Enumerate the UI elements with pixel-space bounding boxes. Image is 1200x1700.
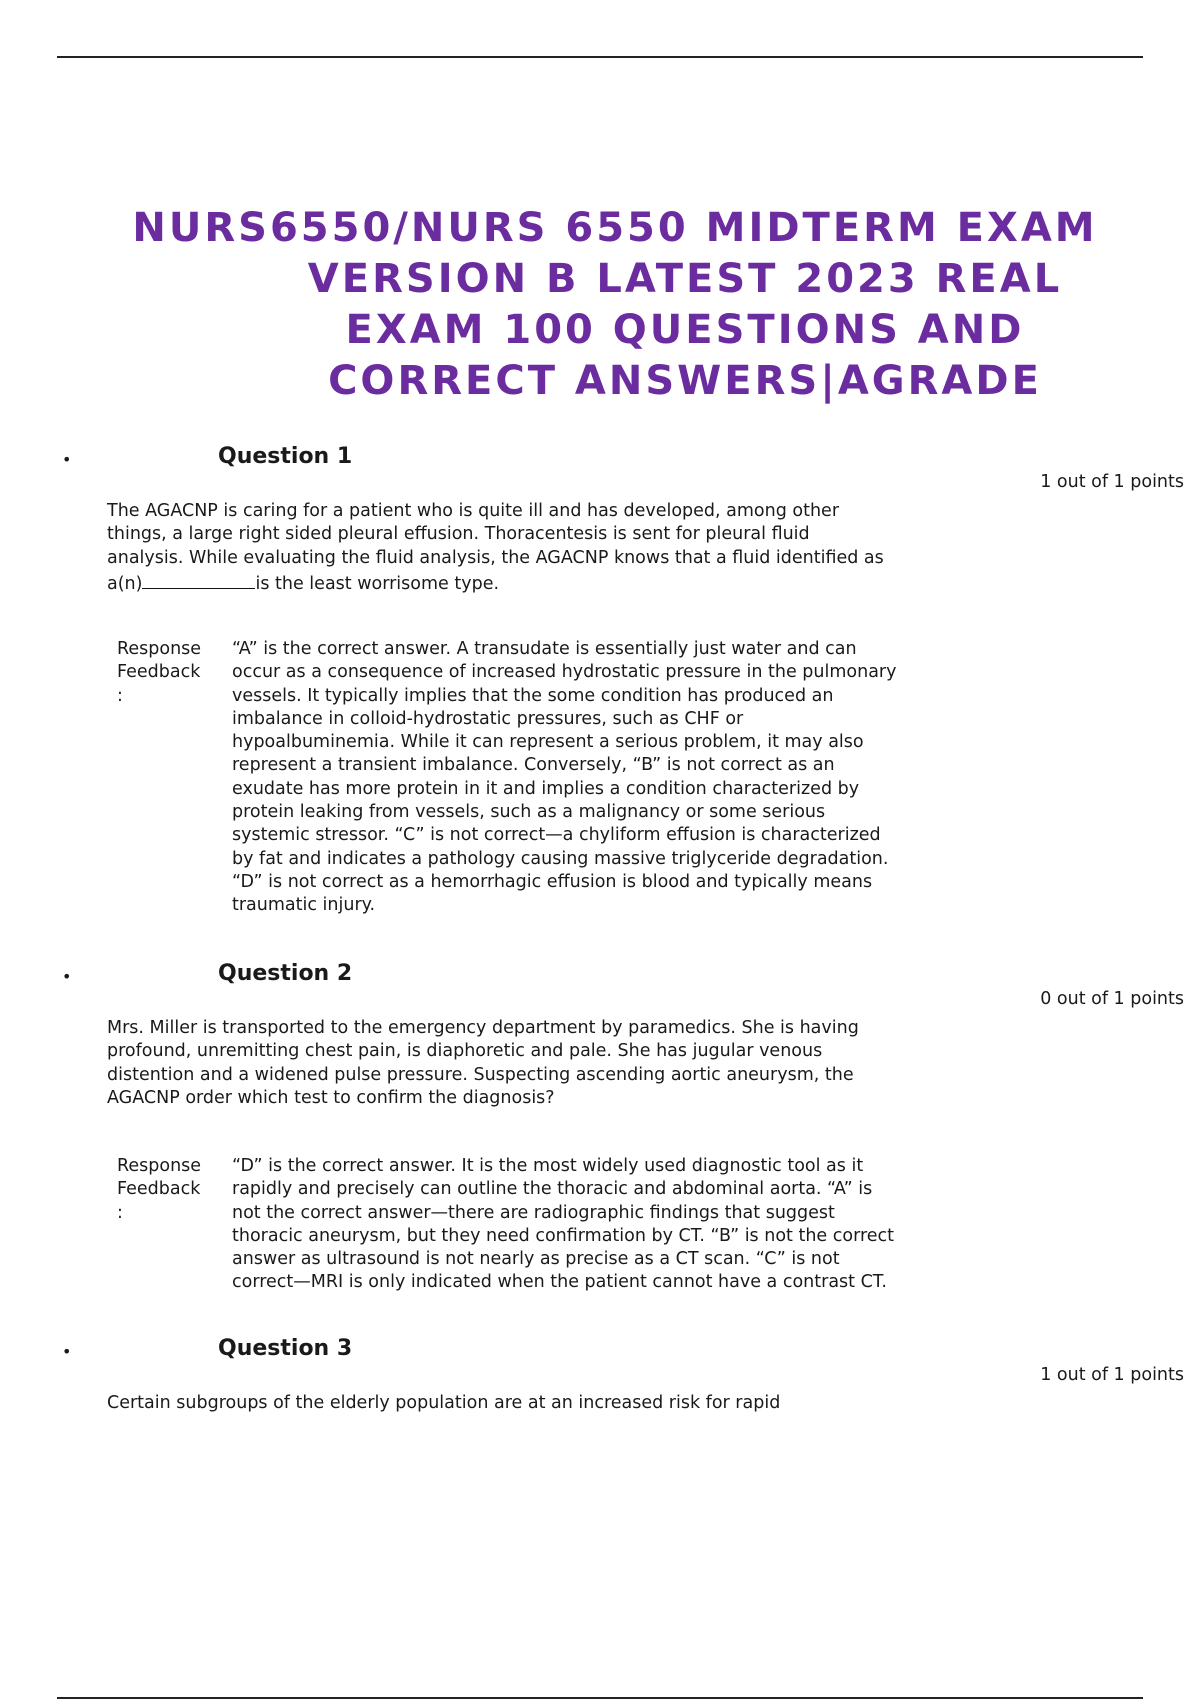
feedback-line: systemic stressor. “C” is not correct—a chyliform effusion is characterized	[232, 825, 881, 846]
question-text-line	[107, 570, 1007, 596]
question-text-line: things, a large right sided pleural effusion. Thoracentesis is sent for pleural fluid	[107, 524, 810, 545]
question-text-line: distention and a widened pulse pressure. Suspecting ascending aortic aneurysm, the	[107, 1064, 854, 1085]
title-line: CORRECT ANSWERS|AGRADE	[328, 358, 1042, 404]
feedback-line: rapidly and precisely can outline the thoracic and abdominal aorta. “A” is	[232, 1179, 873, 1200]
bullet: •	[62, 967, 72, 986]
bullet: •	[62, 1342, 72, 1361]
feedback-label-line: :	[117, 685, 123, 706]
feedback-line: by fat and indicates a pathology causing massive triglyceride degradation.	[232, 848, 889, 869]
feedback-line: imbalance in colloid-hydrostatic pressures, such as CHF or	[232, 708, 744, 729]
feedback-label-line: Feedback	[117, 1179, 201, 1200]
title-line: VERSION B LATEST 2023 REAL	[307, 256, 1063, 302]
response-feedback-label	[117, 638, 217, 708]
feedback-line: occur as a consequence of increased hydrostatic pressure in the pulmonary	[232, 662, 897, 683]
feedback-line: answer as ultrasound is not nearly as precise as a CT scan. “C” is not	[232, 1249, 840, 1270]
question-text-line: Mrs. Miller is transported to the emergency department by paramedics. She is having	[107, 1018, 859, 1038]
bottom-rule	[57, 1697, 1143, 1699]
feedback-label-line: :	[117, 1202, 123, 1223]
feedback-line: exudate has more protein in it and implies a condition characterized by	[232, 778, 860, 799]
question-label: Question 3	[218, 1336, 353, 1361]
feedback-line: correct—MRI is only indicated when the patient cannot have a contrast CT.	[232, 1272, 887, 1293]
question-text-line: analysis. While evaluating the fluid analysis, the AGACNP knows that a fluid identified as	[107, 547, 884, 568]
question-text-line: profound, unremitting chest pain, is diaphoretic and pale. She has jugular venous	[107, 1041, 823, 1062]
feedback-line: hypoalbuminemia. While it can represent a serious problem, it may also	[232, 732, 864, 753]
feedback-label-line: Response	[117, 639, 202, 659]
title-line: EXAM 100 QUESTIONS AND	[345, 307, 1025, 353]
feedback-line: “D” is the correct answer. It is the most widely used diagnostic tool as it	[232, 1156, 864, 1176]
question-2-feedback	[232, 1155, 1012, 1295]
question-text-fragment: is the least worrisome type.	[255, 573, 500, 594]
feedback-line: “D” is not correct as a hemorrhagic effusion is blood and typically means	[232, 871, 873, 892]
feedback-line: thoracic aneurysm, but they need confirmation by CT. “B” is not the correct	[232, 1225, 895, 1246]
answer-blank	[142, 570, 255, 589]
feedback-line: represent a transient imbalance. Conversely, “B” is not correct as an	[232, 755, 835, 776]
question-label: Question 2	[218, 961, 353, 986]
bullet: •	[62, 450, 72, 469]
question-1-header	[60, 444, 1150, 474]
feedback-label-line: Response	[117, 1156, 202, 1176]
feedback-label-line: Feedback	[117, 662, 201, 683]
question-1-points: 1 out of 1 points	[1040, 472, 1184, 492]
feedback-line: vessels. It typically implies that the some condition has produced an	[232, 685, 834, 706]
question-1-text	[107, 500, 1007, 596]
question-2-text	[107, 1017, 1007, 1110]
question-3-points: 1 out of 1 points	[1040, 1365, 1184, 1385]
question-1-feedback	[232, 638, 1012, 918]
feedback-line: “A” is the correct answer. A transudate is essentially just water and can	[232, 639, 857, 659]
question-2-points: 0 out of 1 points	[1040, 989, 1184, 1009]
question-label: Question 1	[218, 444, 353, 469]
question-2-header	[60, 961, 1150, 991]
question-text-line: AGACNP order which test to confirm the diagnosis?	[107, 1087, 555, 1108]
question-text-line: The AGACNP is caring for a patient who is quite ill and has developed, among other	[107, 501, 840, 521]
feedback-line: not the correct answer—there are radiographic findings that suggest	[232, 1202, 835, 1223]
feedback-line: protein leaking from vessels, such as a malignancy or some serious	[232, 802, 826, 823]
title-line: NURS6550/NURS 6550 MIDTERM EXAM	[132, 205, 1098, 251]
question-3-header	[60, 1336, 1150, 1366]
question-text-fragment: a(n)	[107, 573, 143, 594]
document-title	[60, 203, 1170, 407]
feedback-line: traumatic injury.	[232, 895, 376, 916]
question-text-line: Certain subgroups of the elderly population are at an increased risk for rapid	[107, 1393, 781, 1413]
top-rule	[57, 56, 1143, 58]
response-feedback-label	[117, 1155, 217, 1225]
question-3-text	[107, 1392, 1007, 1415]
